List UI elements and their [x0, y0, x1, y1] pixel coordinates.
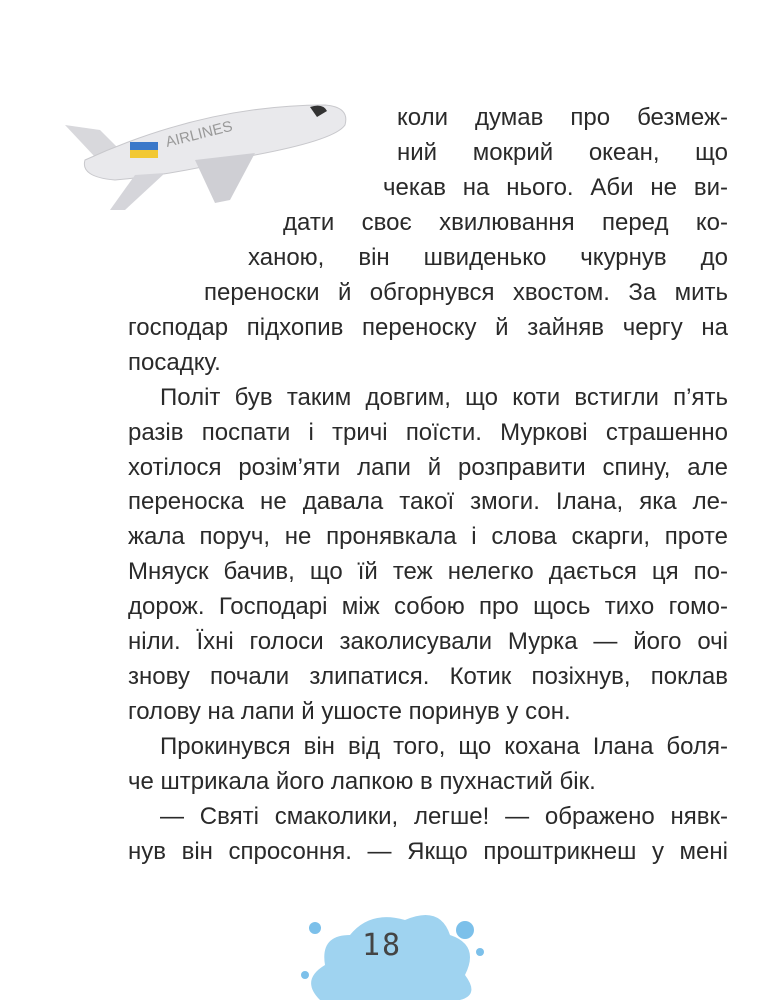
- text-line: дати своє хвилювання перед ко-: [283, 208, 728, 236]
- text-line: Мняуск бачив, що їй теж нелегко дається ця по-: [128, 558, 728, 586]
- text-line: жала поруч, не пронявкала і слова скарги, проте: [128, 523, 728, 551]
- text-line: ханою, він швиденько чкурнув до: [248, 243, 728, 271]
- text-line: че штрикала його лапкою в пухнастий бік.: [128, 768, 596, 796]
- text-line: хотілося розім’яти лапи й розправити спину, але: [128, 453, 728, 481]
- text-line: дорож. Господарі між собою про щось тихо гомо-: [128, 593, 728, 621]
- text-line: чекав на нього. Аби не ви-: [383, 173, 728, 201]
- text-line: разів поспати і тричі поїсти. Муркові страшенно: [128, 418, 728, 446]
- text-line: господар підхопив переноску й зайняв чергу на: [128, 313, 728, 341]
- text-line: посадку.: [128, 348, 221, 376]
- text-line: Прокинувся він від того, що кохана Ілана боля-: [160, 733, 728, 761]
- plane-label: AIRLINES: [163, 117, 235, 151]
- text-line: — Святі смаколики, легше! — ображено нявк-: [160, 803, 728, 830]
- text-line: переноски й обгорнувся хвостом. За мить: [204, 278, 728, 306]
- text-line: коли думав про безмеж-: [397, 104, 728, 131]
- text-line: нув він спросоння. — Якщо проштрикнеш у мені: [128, 837, 728, 865]
- text-line: ніли. Їхні голоси заколисували Мурка — його очі: [128, 628, 728, 656]
- text-line: знову почали злипатися. Котик позіхнув, поклав: [128, 663, 728, 691]
- page-number: 18: [362, 928, 403, 963]
- text-line: переноска не давала такої змоги. Ілана, яка ле-: [128, 488, 728, 516]
- text-line: ний мокрий океан, що: [397, 138, 728, 166]
- airplane-illustration: [55, 85, 355, 215]
- text-line: голову на лапи й ушосте поринув у сон.: [128, 698, 571, 726]
- text-line: Політ був таким довгим, що коти встигли п’ять: [160, 383, 728, 411]
